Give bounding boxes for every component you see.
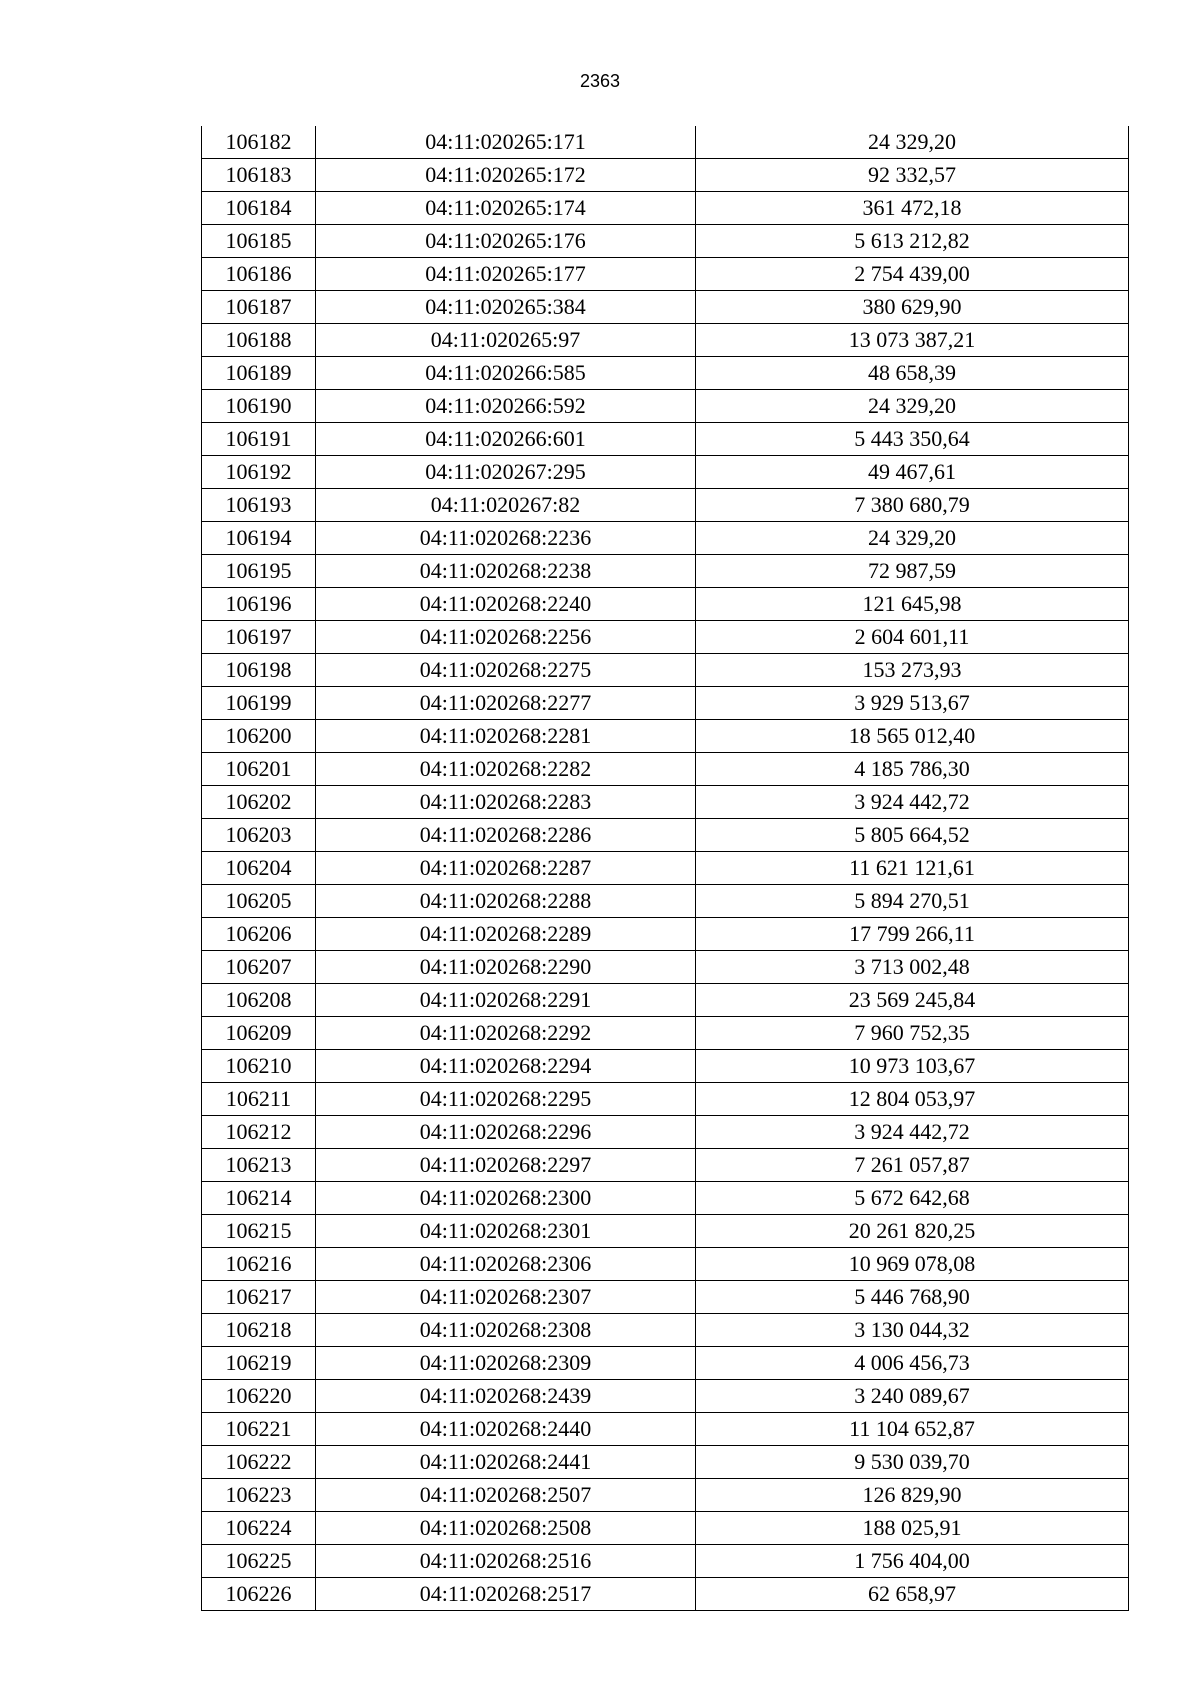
row-number-cell: 106188: [202, 324, 316, 357]
table-row: [202, 819, 1129, 852]
row-number-cell: 106210: [202, 1050, 316, 1083]
row-number-cell: 106226: [202, 1578, 316, 1611]
table-row: [202, 1182, 1129, 1215]
cadastral-value-table: [201, 126, 1129, 1611]
table-row: [202, 1347, 1129, 1380]
table-row: [202, 1116, 1129, 1149]
cadastral-number-cell: 04:11:020268:2289: [316, 918, 696, 951]
table-row: [202, 192, 1129, 225]
table-row: [202, 588, 1129, 621]
cadastral-number-cell: 04:11:020266:585: [316, 357, 696, 390]
row-number-cell: 106199: [202, 687, 316, 720]
cadastral-number-cell: 04:11:020268:2306: [316, 1248, 696, 1281]
table-row: [202, 390, 1129, 423]
row-number-cell: 106219: [202, 1347, 316, 1380]
cadastral-number-cell: 04:11:020268:2441: [316, 1446, 696, 1479]
cadastral-number-cell: 04:11:020268:2275: [316, 654, 696, 687]
cadastral-number-cell: 04:11:020268:2294: [316, 1050, 696, 1083]
row-number-cell: 106189: [202, 357, 316, 390]
cadastral-number-cell: 04:11:020265:384: [316, 291, 696, 324]
cadastral-number-cell: 04:11:020268:2238: [316, 555, 696, 588]
page-number: 2363: [579, 71, 621, 91]
row-number-cell: 106195: [202, 555, 316, 588]
row-number-cell: 106198: [202, 654, 316, 687]
table-row: [202, 555, 1129, 588]
value-cell: 5 672 642,68: [696, 1182, 1129, 1215]
row-number-cell: 106196: [202, 588, 316, 621]
row-number-cell: 106211: [202, 1083, 316, 1116]
value-cell: 126 829,90: [696, 1479, 1129, 1512]
table-row: [202, 1314, 1129, 1347]
cadastral-number-cell: 04:11:020268:2288: [316, 885, 696, 918]
cadastral-number-cell: 04:11:020266:592: [316, 390, 696, 423]
value-cell: 3 130 044,32: [696, 1314, 1129, 1347]
value-cell: 2 604 601,11: [696, 621, 1129, 654]
value-cell: 9 530 039,70: [696, 1446, 1129, 1479]
table-row: [202, 159, 1129, 192]
table-row: [202, 1215, 1129, 1248]
row-number-cell: 106224: [202, 1512, 316, 1545]
row-number-cell: 106194: [202, 522, 316, 555]
cadastral-number-cell: 04:11:020268:2282: [316, 753, 696, 786]
table-row: [202, 324, 1129, 357]
row-number-cell: 106208: [202, 984, 316, 1017]
row-number-cell: 106223: [202, 1479, 316, 1512]
value-cell: 5 446 768,90: [696, 1281, 1129, 1314]
row-number-cell: 106217: [202, 1281, 316, 1314]
table-row: [202, 885, 1129, 918]
cadastral-number-cell: 04:11:020265:174: [316, 192, 696, 225]
value-cell: 18 565 012,40: [696, 720, 1129, 753]
row-number-cell: 106191: [202, 423, 316, 456]
table-row: [202, 687, 1129, 720]
row-number-cell: 106218: [202, 1314, 316, 1347]
row-number-cell: 106207: [202, 951, 316, 984]
cadastral-number-cell: 04:11:020268:2292: [316, 1017, 696, 1050]
row-number-cell: 106202: [202, 786, 316, 819]
value-cell: 23 569 245,84: [696, 984, 1129, 1017]
value-cell: 11 104 652,87: [696, 1413, 1129, 1446]
row-number-cell: 106193: [202, 489, 316, 522]
value-cell: 4 006 456,73: [696, 1347, 1129, 1380]
value-cell: 5 443 350,64: [696, 423, 1129, 456]
value-cell: 3 713 002,48: [696, 951, 1129, 984]
cadastral-number-cell: 04:11:020268:2283: [316, 786, 696, 819]
value-cell: 5 805 664,52: [696, 819, 1129, 852]
value-cell: 17 799 266,11: [696, 918, 1129, 951]
value-cell: 72 987,59: [696, 555, 1129, 588]
table-row: [202, 423, 1129, 456]
cadastral-number-cell: 04:11:020268:2236: [316, 522, 696, 555]
row-number-cell: 106222: [202, 1446, 316, 1479]
table-row: [202, 357, 1129, 390]
cadastral-number-cell: 04:11:020268:2517: [316, 1578, 696, 1611]
table-row: [202, 456, 1129, 489]
row-number-cell: 106205: [202, 885, 316, 918]
row-number-cell: 106190: [202, 390, 316, 423]
table-row: [202, 984, 1129, 1017]
value-cell: 5 613 212,82: [696, 225, 1129, 258]
value-cell: 13 073 387,21: [696, 324, 1129, 357]
value-cell: 49 467,61: [696, 456, 1129, 489]
table-row: [202, 291, 1129, 324]
table-row: [202, 1479, 1129, 1512]
cadastral-number-cell: 04:11:020268:2301: [316, 1215, 696, 1248]
cadastral-number-cell: 04:11:020268:2308: [316, 1314, 696, 1347]
cadastral-number-cell: 04:11:020268:2296: [316, 1116, 696, 1149]
table-row: [202, 1248, 1129, 1281]
row-number-cell: 106197: [202, 621, 316, 654]
value-cell: 48 658,39: [696, 357, 1129, 390]
cadastral-number-cell: 04:11:020268:2508: [316, 1512, 696, 1545]
value-cell: 10 969 078,08: [696, 1248, 1129, 1281]
cadastral-number-cell: 04:11:020268:2309: [316, 1347, 696, 1380]
value-cell: 380 629,90: [696, 291, 1129, 324]
cadastral-number-cell: 04:11:020268:2516: [316, 1545, 696, 1578]
row-number-cell: 106186: [202, 258, 316, 291]
table-row: [202, 1281, 1129, 1314]
row-number-cell: 106215: [202, 1215, 316, 1248]
cadastral-number-cell: 04:11:020268:2291: [316, 984, 696, 1017]
cadastral-number-cell: 04:11:020268:2440: [316, 1413, 696, 1446]
value-cell: 7 261 057,87: [696, 1149, 1129, 1182]
table-row: [202, 621, 1129, 654]
value-cell: 3 240 089,67: [696, 1380, 1129, 1413]
table-row: [202, 225, 1129, 258]
row-number-cell: 106225: [202, 1545, 316, 1578]
row-number-cell: 106209: [202, 1017, 316, 1050]
value-cell: 20 261 820,25: [696, 1215, 1129, 1248]
cadastral-number-cell: 04:11:020265:176: [316, 225, 696, 258]
value-cell: 7 960 752,35: [696, 1017, 1129, 1050]
table-row: [202, 1413, 1129, 1446]
row-number-cell: 106204: [202, 852, 316, 885]
cadastral-number-cell: 04:11:020268:2507: [316, 1479, 696, 1512]
value-cell: 92 332,57: [696, 159, 1129, 192]
value-cell: 24 329,20: [696, 390, 1129, 423]
value-cell: 11 621 121,61: [696, 852, 1129, 885]
cadastral-number-cell: 04:11:020266:601: [316, 423, 696, 456]
value-cell: 3 929 513,67: [696, 687, 1129, 720]
table-row: [202, 951, 1129, 984]
row-number-cell: 106212: [202, 1116, 316, 1149]
row-number-cell: 106183: [202, 159, 316, 192]
table-row: [202, 1050, 1129, 1083]
table-row: [202, 1446, 1129, 1479]
table-row: [202, 1545, 1129, 1578]
table-row: [202, 489, 1129, 522]
cadastral-number-cell: 04:11:020268:2286: [316, 819, 696, 852]
value-cell: 121 645,98: [696, 588, 1129, 621]
cadastral-number-cell: 04:11:020268:2256: [316, 621, 696, 654]
value-cell: 12 804 053,97: [696, 1083, 1129, 1116]
cadastral-number-cell: 04:11:020267:295: [316, 456, 696, 489]
value-cell: 5 894 270,51: [696, 885, 1129, 918]
cadastral-number-cell: 04:11:020268:2297: [316, 1149, 696, 1182]
row-number-cell: 106213: [202, 1149, 316, 1182]
table-row: [202, 654, 1129, 687]
row-number-cell: 106187: [202, 291, 316, 324]
row-number-cell: 106216: [202, 1248, 316, 1281]
value-cell: 1 756 404,00: [696, 1545, 1129, 1578]
value-cell: 24 329,20: [696, 522, 1129, 555]
cadastral-number-cell: 04:11:020268:2307: [316, 1281, 696, 1314]
cadastral-number-cell: 04:11:020267:82: [316, 489, 696, 522]
cadastral-number-cell: 04:11:020268:2240: [316, 588, 696, 621]
row-number-cell: 106185: [202, 225, 316, 258]
cadastral-number-cell: 04:11:020268:2439: [316, 1380, 696, 1413]
row-number-cell: 106203: [202, 819, 316, 852]
cadastral-number-cell: 04:11:020268:2277: [316, 687, 696, 720]
value-cell: 4 185 786,30: [696, 753, 1129, 786]
row-number-cell: 106184: [202, 192, 316, 225]
table-row: [202, 786, 1129, 819]
value-cell: 3 924 442,72: [696, 786, 1129, 819]
cadastral-number-cell: 04:11:020268:2287: [316, 852, 696, 885]
value-cell: 62 658,97: [696, 1578, 1129, 1611]
table-body: [202, 126, 1129, 1611]
row-number-cell: 106221: [202, 1413, 316, 1446]
row-number-cell: 106182: [202, 126, 316, 159]
row-number-cell: 106214: [202, 1182, 316, 1215]
table-row: [202, 918, 1129, 951]
table-row: [202, 1083, 1129, 1116]
row-number-cell: 106201: [202, 753, 316, 786]
value-cell: 3 924 442,72: [696, 1116, 1129, 1149]
table-row: [202, 258, 1129, 291]
table-row: [202, 126, 1129, 159]
row-number-cell: 106200: [202, 720, 316, 753]
cadastral-number-cell: 04:11:020265:177: [316, 258, 696, 291]
table-row: [202, 852, 1129, 885]
value-cell: 10 973 103,67: [696, 1050, 1129, 1083]
table-row: [202, 1512, 1129, 1545]
cadastral-number-cell: 04:11:020268:2300: [316, 1182, 696, 1215]
value-cell: 361 472,18: [696, 192, 1129, 225]
cadastral-number-cell: 04:11:020268:2281: [316, 720, 696, 753]
value-cell: 188 025,91: [696, 1512, 1129, 1545]
table-row: [202, 720, 1129, 753]
table-row: [202, 1578, 1129, 1611]
value-cell: 153 273,93: [696, 654, 1129, 687]
cadastral-number-cell: 04:11:020265:172: [316, 159, 696, 192]
table-row: [202, 1149, 1129, 1182]
row-number-cell: 106206: [202, 918, 316, 951]
cadastral-number-cell: 04:11:020268:2295: [316, 1083, 696, 1116]
value-cell: 24 329,20: [696, 126, 1129, 159]
row-number-cell: 106192: [202, 456, 316, 489]
table-row: [202, 522, 1129, 555]
table-row: [202, 1017, 1129, 1050]
table-row: [202, 1380, 1129, 1413]
table-row: [202, 753, 1129, 786]
cadastral-number-cell: 04:11:020268:2290: [316, 951, 696, 984]
row-number-cell: 106220: [202, 1380, 316, 1413]
value-cell: 7 380 680,79: [696, 489, 1129, 522]
value-cell: 2 754 439,00: [696, 258, 1129, 291]
cadastral-number-cell: 04:11:020265:171: [316, 126, 696, 159]
cadastral-number-cell: 04:11:020265:97: [316, 324, 696, 357]
